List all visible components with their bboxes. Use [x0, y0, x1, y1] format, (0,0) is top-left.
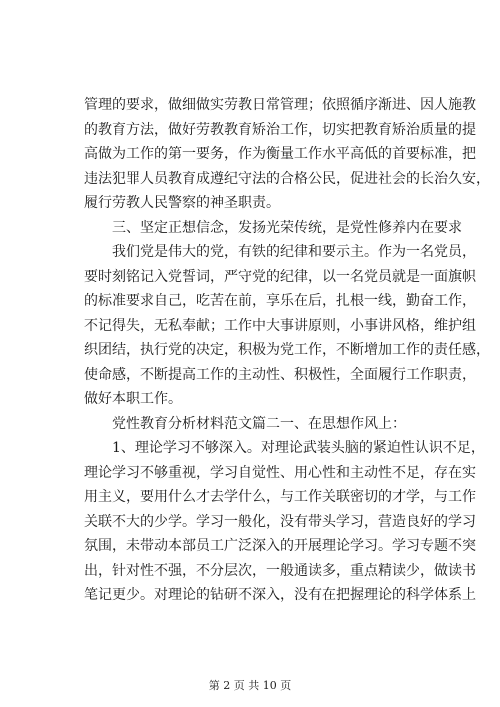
text-line: 不记得失，无私奉献；工作中大事讲原则，小事讲风格，维护组: [84, 317, 476, 334]
page-footer: 第 2 页 共 10 页: [208, 679, 292, 692]
text-line: 理论学习不够重视，学习自觉性、用心性和主动性不足，存在实: [84, 464, 476, 481]
text-line: 要时刻铭记入党誓词，严守党的纪律，以一名党员就是一面旗帜: [84, 268, 476, 285]
text-line: 履行劳教人民警察的神圣职责。: [84, 195, 280, 211]
paragraph: [84, 240, 490, 412]
text-line: 1、理论学习不够深入。对理论武装头脑的紧迫性认识不足，: [84, 440, 485, 456]
text-line: 党性教育分析材料范文篇二一、在思想作风上：: [84, 415, 406, 432]
text-line: 管理的要求，做细做实劳教日常管理；依照循序渐进、因人施教: [84, 97, 476, 113]
text-line: 关联不大的少学。学习一般化，没有带头学习，营造良好的学习: [84, 513, 476, 530]
paragraph: [84, 436, 485, 608]
text-line: 高做为工作的第一要务，作为衡量工作水平高低的首要标准，把: [84, 146, 476, 162]
text-line: 的教育方法，做好劳教教育矫治工作，切实把教育矫治质量的提: [84, 121, 476, 138]
text-line: 出，针对性不强，不分层次，一般通读多，重点精读少，做读书: [84, 562, 476, 579]
text-line: 我们党是伟大的党，有铁的纪律和要示主。作为一名党员，: [84, 244, 476, 260]
text-line: 织团结，执行党的决定，积极为党工作，不断增加工作的责任感，: [84, 342, 490, 358]
text-line: 的标准要求自己，吃苦在前，享乐在后，扎根一线，勤奋工作，: [84, 293, 476, 309]
text-line: 用主义，要用什么才去学什么，与工作关联密切的才学，与工作: [84, 489, 476, 505]
body-text: [84, 93, 490, 608]
text-line: 违法犯罪人员教育成遵纪守法的合格公民，促进社会的长治久安，: [84, 170, 490, 187]
paragraph: [84, 216, 462, 241]
text-line: 做好本职工作。: [84, 391, 182, 407]
text-line: 三、坚定正想信念，发扬光荣传统，是党性修养内在要求: [84, 219, 462, 236]
paragraph: [84, 93, 490, 216]
text-line: 使命感，不断提高工作的主动性、积极性，全面履行工作职责，: [84, 366, 476, 383]
text-line: 氛围，未带动本部员工广泛深入的开展理论学习。学习专题不突: [84, 538, 476, 554]
text-line: 笔记更少。对理论的钻研不深入，没有在把握理论的科学体系上: [84, 587, 476, 603]
paragraph: [84, 412, 420, 437]
